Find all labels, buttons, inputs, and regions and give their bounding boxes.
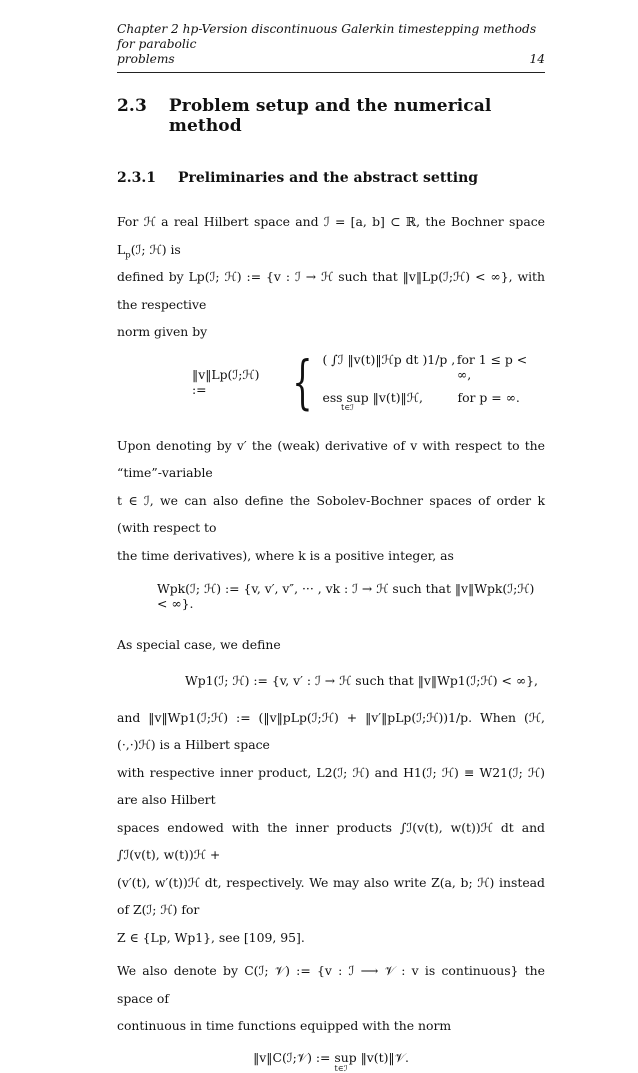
header-chapter-title-cont: problems	[117, 52, 175, 66]
paragraph-hilbert	[117, 704, 545, 952]
norm-definition-equation	[117, 347, 545, 428]
header-chapter-title: Chapter 2 hp-Version discontinuous Galerkin timestepping methods for parabolic	[117, 22, 537, 51]
text-line: continuous in time functions equipped with the norm	[117, 1018, 452, 1033]
norm-lhs: ‖v‖Lp(ℐ;ℋ) :=	[192, 366, 260, 397]
case-infinite-p: ess sup ‖v(t)‖ℋ, t∈ℐ for p = ∞.	[322, 389, 520, 412]
text-line: the time derivatives), where k is a positive integer, as	[117, 547, 454, 563]
subsection-title: Preliminaries and the abstract setting	[177, 170, 479, 186]
text-line: For ℋ a real Hilbert space and ℐ = [a, b] ⊂ ℝ, the Bochner space $L_p(ℐ$; ℋ) is	[117, 214, 545, 260]
text-line: and ‖v‖Wp1(ℐ;ℋ) := (‖v‖pLp(ℐ;ℋ) + ‖v′‖pLp(ℐ;ℋ))1/p. When (ℋ, (·,·)ℋ) is a Hilbert space	[117, 709, 545, 752]
text-line: spaces endowed with the inner products ∫ℐ(v(t), w(t))ℋ dt and ∫ℐ(v(t), w(t))ℋ +	[117, 819, 545, 862]
sup-norm-equation: ‖v‖C(ℐ;𝒱) := sup ‖v(t)‖𝒱. t∈ℐ	[253, 1049, 409, 1073]
text-line: Upon denoting by v′ the (weak) derivative of v with respect to the “time”-variable	[117, 437, 545, 480]
page-number: 14	[529, 52, 545, 66]
text-line: We also denote by C(ℐ; 𝒱) := {v : ℐ ⟶ 𝒱 : v is continuous} the space of	[117, 963, 545, 1006]
sobolev-space-equation: Wpk(ℐ; ℋ) := {v, v′, v″, ··· , vk : ℐ → ℋ such that ‖v‖Wpk(ℐ;ℋ) < ∞}.	[157, 581, 535, 611]
page	[117, 22, 545, 1073]
w1-space-equation: Wp1(ℐ; ℋ) := {v, v′ : ℐ → ℋ such that ‖v‖Wp1(ℐ;ℋ) < ∞},	[185, 672, 538, 688]
section-number: 2.3	[117, 96, 147, 116]
text-line: defined by Lp(ℐ; ℋ) := {v : ℐ → ℋ such that ‖v‖Lp(ℐ;ℋ) < ∞}, with the respective	[117, 269, 545, 312]
text-line: (v′(t), w′(t))ℋ dt, respectively. We may also write Z(a, b; ℋ) instead of Z(ℐ; ℋ) for	[117, 874, 545, 917]
text-line: t ∈ ℐ, we can also define the Sobolev-Bochner spaces of order k (with respect to	[117, 492, 545, 535]
header-rule	[117, 72, 545, 73]
paragraph-bochner	[117, 208, 545, 346]
subsection-heading	[117, 170, 545, 186]
cases	[322, 352, 545, 412]
section-title: Problem setup and the numerical method	[168, 96, 492, 136]
text-line: with respective inner product, L2(ℐ; ℋ) and H1(ℐ; ℋ) ≡ W21(ℐ; ℋ) are also Hilbert	[117, 764, 545, 807]
case-finite-p: ( ∫ℐ ‖v(t)‖ℋp dt )1/p , for 1 ≤ p < ∞,	[322, 351, 528, 382]
text-line: As special case, we define	[117, 637, 281, 652]
subsection-number: 2.3.1	[117, 170, 156, 186]
paragraph-continuous	[117, 957, 545, 1040]
running-header	[117, 22, 545, 73]
text-line: Z ∈ {Lp, Wp1}, see [109, 95].	[117, 929, 305, 945]
section-heading	[117, 96, 545, 136]
paragraph-sobolev	[117, 432, 545, 570]
left-brace: {	[291, 347, 313, 416]
text-line: norm given by	[117, 324, 208, 339]
